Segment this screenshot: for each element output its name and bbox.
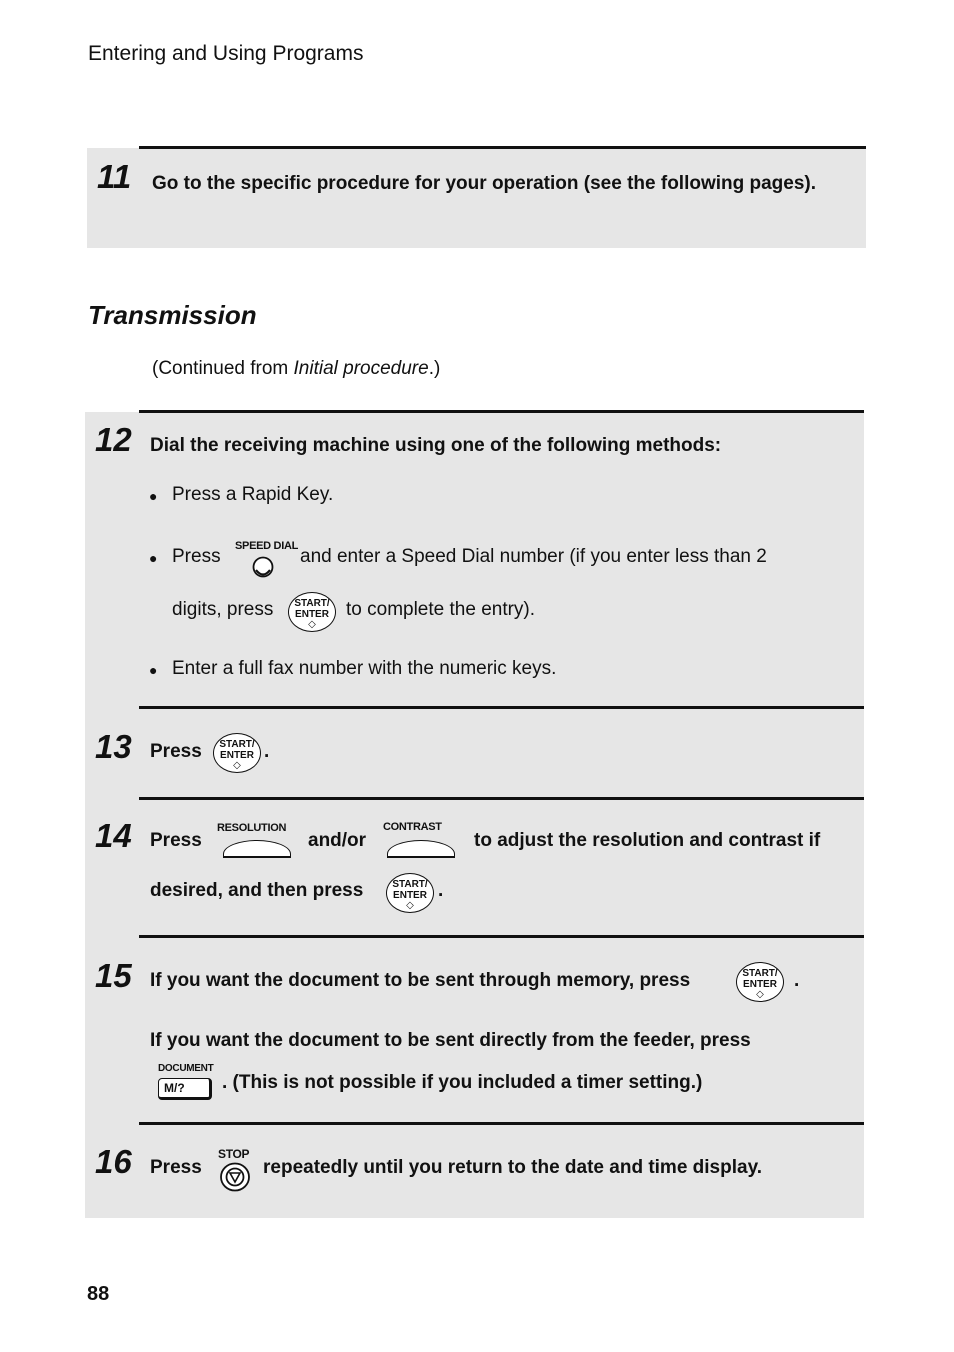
- page-number: 88: [87, 1283, 110, 1305]
- step-15-line1: If you want the document to be sent through memory, press: [150, 970, 691, 991]
- start-key-line2: ENTER: [743, 979, 777, 990]
- start-enter-key-icon: [213, 733, 261, 773]
- speed-dial-key-icon: [252, 556, 274, 578]
- step-15-line2: If you want the document to be sent directly from the feeder, press: [150, 1030, 751, 1051]
- bullet-icon: ●: [149, 662, 158, 678]
- document-key-icon: [158, 1078, 212, 1100]
- step-13-post: .: [264, 741, 270, 762]
- bullet-speed-dial-post: and enter a Speed Dial number (if you enter less than 2: [300, 546, 767, 567]
- bullet-icon: ●: [149, 550, 158, 566]
- continued-link: Initial procedure: [293, 358, 429, 379]
- step-14-line2-post: .: [438, 880, 444, 901]
- start-enter-key-icon: [288, 592, 336, 632]
- step-number: 13: [95, 728, 132, 765]
- step-14-post: to adjust the resolution and contrast if: [474, 830, 821, 851]
- start-enter-key-icon: [386, 873, 434, 913]
- step-15-line3: . (This is not possible if you included a timer setting.): [222, 1072, 703, 1093]
- start-key-symbol: ◇: [756, 989, 764, 1000]
- step-12-text: Dial the receiving machine using one of the following methods:: [150, 435, 722, 456]
- start-key-line1: START/: [294, 598, 330, 609]
- start-key-line1: START/: [392, 879, 428, 890]
- stop-key-label: STOP: [218, 1147, 250, 1161]
- bullet-rapid-key: Press a Rapid Key.: [172, 484, 334, 505]
- step-14-line2-pre: desired, and then press: [150, 880, 364, 901]
- step-15-rule: [139, 935, 864, 938]
- continued-note: [152, 358, 440, 380]
- continued-prefix: (Continued from: [152, 358, 294, 379]
- step-11-rule: [139, 146, 866, 149]
- step-number: 12: [95, 421, 132, 458]
- step-number: 15: [95, 957, 132, 994]
- document-key-label: DOCUMENT: [158, 1063, 214, 1074]
- start-key-line2: ENTER: [393, 890, 427, 901]
- start-key-line1: START/: [219, 739, 255, 750]
- bullet-speed-dial-line2-post: to complete the entry).: [346, 599, 536, 620]
- step-number: 16: [95, 1143, 132, 1180]
- step-14-rule: [139, 797, 864, 800]
- start-key-line2: ENTER: [295, 609, 329, 620]
- speed-dial-key-label: SPEED DIAL: [235, 540, 299, 552]
- stop-key-icon: [219, 1162, 251, 1192]
- resolution-key-label: RESOLUTION: [217, 822, 287, 834]
- section-title: Transmission: [88, 300, 257, 330]
- start-key-symbol: ◇: [406, 900, 414, 911]
- contrast-key-label: CONTRAST: [383, 821, 442, 833]
- step-16-pre: Press: [150, 1157, 202, 1178]
- step-11-panel: [87, 148, 866, 248]
- start-key-symbol: ◇: [308, 619, 316, 630]
- step-12-rule: [139, 410, 864, 413]
- continued-suffix: .): [428, 358, 441, 379]
- step-16-rule: [139, 1122, 864, 1125]
- step-14-mid: and/or: [308, 830, 367, 851]
- bullet-speed-dial-pre: Press: [172, 546, 221, 567]
- start-enter-key-icon: [736, 962, 784, 1002]
- bullet-icon: ●: [149, 488, 158, 504]
- start-key-symbol: ◇: [233, 760, 241, 771]
- bullet-numeric-keys: Enter a full fax number with the numeric keys.: [172, 658, 557, 679]
- step-number: 11: [97, 158, 132, 195]
- document-key-face: M/?: [164, 1081, 185, 1095]
- running-header: Entering and Using Programs: [88, 42, 364, 65]
- step-number: 14: [95, 817, 132, 854]
- bullet-speed-dial-line2-pre: digits, press: [172, 599, 274, 620]
- step-15-line1-post: .: [794, 970, 800, 991]
- start-key-line1: START/: [742, 968, 778, 979]
- step-13-rule: [139, 706, 864, 709]
- step-14-pre: Press: [150, 830, 202, 851]
- step-11-text: Go to the specific procedure for your operation (see the following pages).: [152, 173, 817, 194]
- start-key-line2: ENTER: [220, 750, 254, 761]
- step-16-post: repeatedly until you return to the date and time display.: [263, 1157, 763, 1178]
- step-13-pre: Press: [150, 741, 202, 762]
